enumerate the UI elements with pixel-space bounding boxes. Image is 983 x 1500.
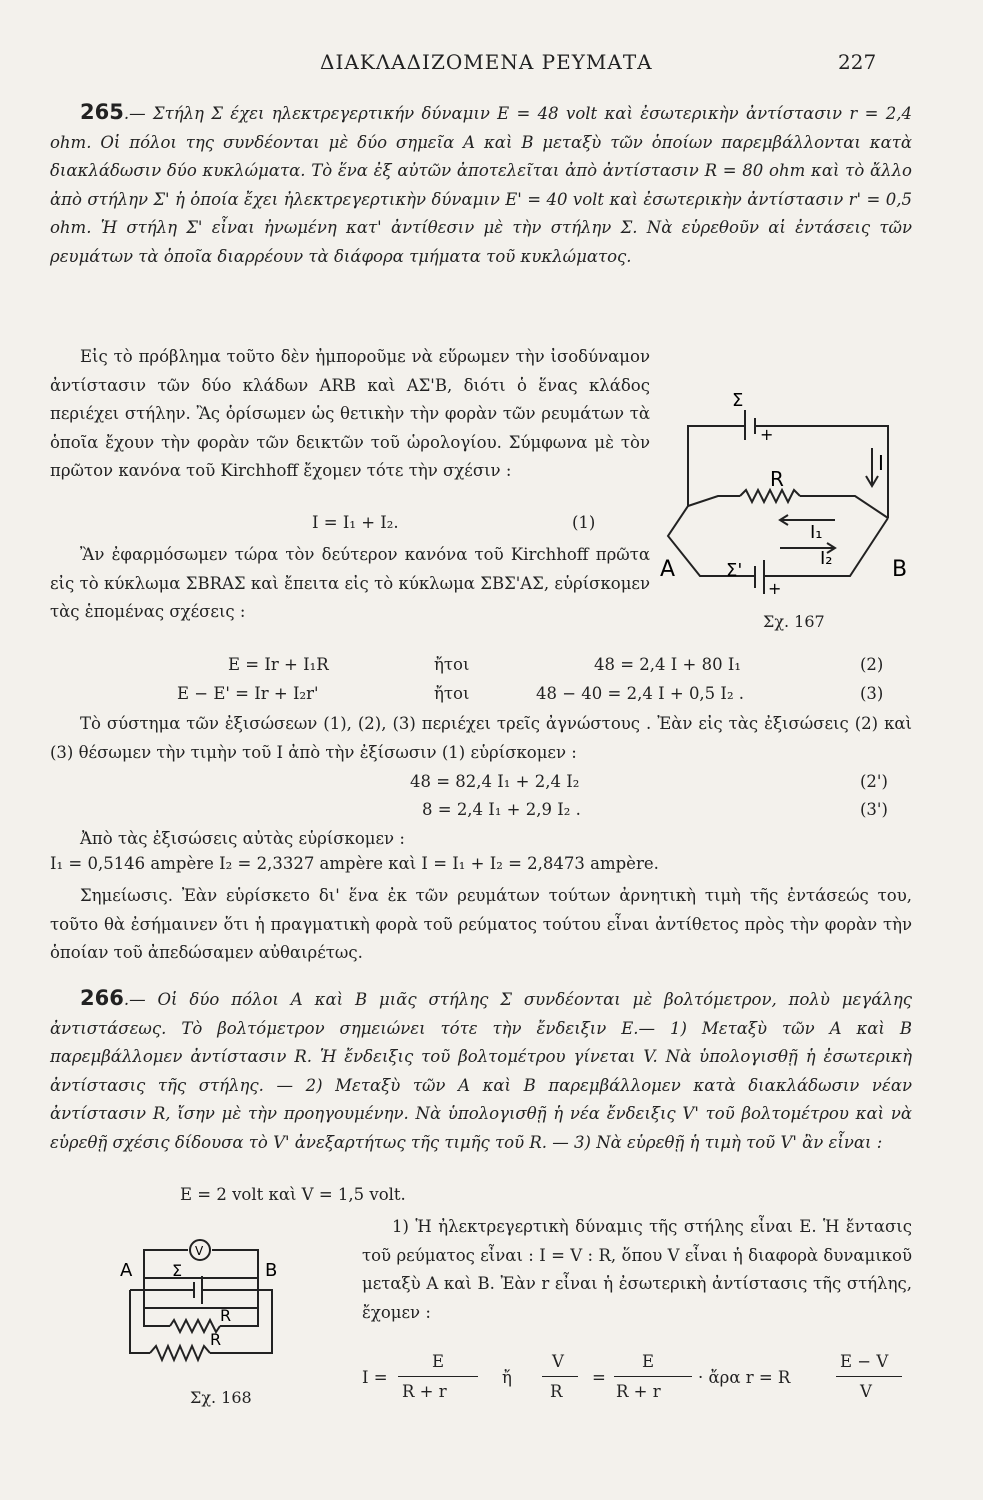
fig168-label-b: B [265, 1260, 278, 1281]
figure-167-caption: Σχ. 167 [763, 612, 825, 631]
fig167-label-i1: I₁ [810, 522, 823, 543]
problem-266-statement [50, 984, 912, 1157]
solution-text-1: Εἰς τὸ πρόβλημα τοῦτο δὲν ἠμποροῦμε νὰ εὕρωμεν τὴν ἰσοδύναμον ἀντίστασιν τῶν δύο κλάδων ARB καὶ ΑΣ'Β, διότι ὁ ἕνας κλάδος περιέχει στήλην. Ἂς ὁρίσωμεν ὡς θετικὴν τὴν φορὰν τῶν ρευμάτων τὰ ὁποῖα ἔχουν τὴν φορὰν τῶν δεικτῶν τοῦ ὡρολογίου. Σύμφωνα μὲ τὸν πρῶτον κανόνα τοῦ Kirchhoff ἔχομεν τότε τὴν σχέσιν : [50, 347, 650, 480]
equation-1-number: (1) [572, 513, 596, 532]
problem-265-statement [50, 98, 912, 271]
equation-2p-number: (2') [860, 772, 888, 791]
fig167-plus: + [760, 425, 774, 444]
equation-2-etoi: ἤτοι [434, 655, 470, 674]
note [50, 882, 912, 968]
equation-2-right: 48 = 2,4 I + 80 I₁ [594, 655, 742, 674]
solution-266-para-1 [362, 1213, 912, 1327]
figure-167 [660, 388, 922, 618]
formula-or: ἤ [502, 1368, 512, 1387]
equation-3p-number: (3') [860, 800, 888, 819]
equation-2p: 48 = 82,4 I₁ + 2,4 I₂ [410, 772, 580, 791]
results: I₁ = 0,5146 ampère I₂ = 2,3327 ampère καὶ I = I₁ + I₂ = 2,8473 ampère. [50, 854, 659, 873]
formula-eq: = [592, 1368, 606, 1387]
formula-e2: E [642, 1352, 655, 1371]
problem-text: .— Στήλη Σ έχει ηλεκτρεγερτικήν δύναμιν Ε = 48 volt καὶ ἐσωτερικὴν ἀντίστασιν r = 2,4 ohm. Οἱ πόλοι της συνδέονται μὲ δύο σημεῖα Α καὶ Β μεταξὺ τῶν ὁποίων παρεμβάλλονται κατὰ διακλάδωσιν δύο κυκλώματα. Τὸ ἕνα ἐξ αὐτῶν ἀποτελεῖται ἀπὸ ἀντίστασιν R = 80 ohm καὶ τὸ ἄλλο ἀπὸ στήλην Σ' ἡ ὁποία ἔχει ἠλεκτρεγερτικὴν δύναμιν Ε' = 40 volt καὶ ἐσωτερικὴν ἀντίστασιν r' = 0,5 ohm. Ἡ στήλη Σ' εἶναι ἠνωμένη κατ' ἀντίθεσιν μὲ τὴν στήλην Σ. Νὰ εὑρεθοῦν αἱ ἐντάσεις τῶν ρευμάτων τὰ ὁποῖα διαρρέουν τὰ διάφορα τμήματα τοῦ κυκλώματος. [50, 104, 912, 266]
fig168-label-a: A [120, 1260, 133, 1281]
solution-text-4: Ἀπὸ τὰς ἐξισώσεις αὐτὰς εὑρίσκομεν : [80, 829, 405, 848]
formula-e: E [432, 1352, 445, 1371]
fig168-label-r2: R [210, 1330, 222, 1349]
equation-2-number: (2) [860, 655, 884, 674]
problem-266-text: .— Οἱ δύο πόλοι Α καὶ Β μιᾶς στήλης Σ συνδέονται μὲ βολτόμετρον, πολὺ μεγάλης ἀντιστάσεως. Τὸ βολτόμετρον σημειώνει τότε τὴν ἔνδειξιν Ε.— 1) Μεταξὺ τῶν Α καὶ Β παρεμβάλλομεν ἀντίστασιν R. Ἡ ἔνδειξις τοῦ βολτομέτρου γίνεται V. Νὰ ὑπολογισθῇ ἡ ἐσωτερικὴ ἀντίστασις τῆς στήλης. — 2) Μεταξὺ τῶν Α καὶ Β παρεμβάλλομεν κατὰ διακλάδωσιν νέαν ἀντίστασιν R, ἴσην μὲ τὴν προηγουμένην. Νὰ ὑπολογισθῇ ἡ νέα ἔνδειξις V' τοῦ βολτομέτρου καὶ νὰ εὑρεθῇ σχέσις δίδουσα τὸ V' ἀνεξαρτήτως τῆς τιμῆς τοῦ R. — 3) Νὰ εὑρεθῇ ἡ τιμὴ τοῦ V' ἂν εἶναι : [50, 990, 912, 1152]
final-formula [362, 1350, 922, 1410]
formula-r: R [550, 1382, 563, 1401]
formula-ara: · ἄρα r = R [698, 1368, 791, 1387]
note-text: Σημείωσις. Ἐὰν εὑρίσκετο δι' ἕνα ἐκ τῶν ρευμάτων τούτων ἀρνητικὴ τιμὴ τῆς ἐντάσεώς του, τοῦτο θὰ ἐσήμαινεν ὅτι ἡ πραγματικὴ φορὰ τοῦ ρεύματος τούτου εἶναι ἀντίθετος πρὸς τὴν φορὰν τὴν ὁποίαν τοῦ ἀπεδώσαμεν αὐθαιρέτως. [50, 886, 912, 962]
figure-168-caption: Σχ. 168 [190, 1388, 252, 1407]
solution-266-text: 1) Ἡ ἠλεκτρεγερτικὴ δύναμις τῆς στήλης εἶναι Ε. Ἡ ἔντασις τοῦ ρεύματος εἶναι : I = V : R, ὅπου V εἶναι ἡ διαφορὰ δυναμικοῦ μεταξὺ Α καὶ Β. Ἐὰν r εἶναι ἡ ἐσωτερικὴ ἀντίστασις τῆς στήλης, ἔχομεν : [362, 1217, 912, 1322]
solution-text-3: Τὸ σύστημα τῶν ἐξισώσεων (1), (2), (3) περιέχει τρεῖς ἀγνώστους . Ἐὰν εἰς τὰς ἐξισώσεις (2) καὶ (3) θέσωμεν τὴν τιμὴν τοῦ Ι ἀπὸ τὴν ἐξίσωσιν (1) εὑρίσκομεν : [50, 714, 912, 762]
header-title: ΔΙΑΚΛΑΔΙΖΟΜΕΝΑ ΡΕΥΜΑΤΑ [320, 50, 653, 74]
fig168-voltmeter: V [195, 1244, 204, 1258]
problem-number-266: 266 [80, 986, 124, 1010]
solution-para-2 [50, 541, 650, 627]
fig168-label-s: Σ [172, 1261, 183, 1280]
figure-168 [110, 1228, 320, 1373]
equation-3-left: E − E' = Ir + I₂r' [177, 684, 319, 703]
solution-para-3 [50, 710, 912, 767]
page-number: 227 [838, 50, 877, 74]
formula-i: I = [362, 1368, 388, 1387]
solution-text-2: Ἂν ἐφαρμόσωμεν τώρα τὸν δεύτερον κανόνα τοῦ Kirchhoff πρῶτα εἰς τὸ κύκλωμα ΣΒRΑΣ καὶ ἔπειτα εἰς τὸ κύκλωμα ΣΒΣ'ΑΣ, εὑρίσκομεν τὰς ἑπομένας σχέσεις : [50, 545, 650, 621]
equation-1: I = I₁ + I₂. [312, 513, 399, 532]
fig168-label-r1: R [220, 1306, 232, 1325]
equation-2-left: E = Ir + I₁R [228, 655, 329, 674]
solution-para-4 [50, 825, 912, 854]
fig167-label-b: B [892, 557, 908, 582]
formula-v2: V [860, 1382, 872, 1401]
fig167-label-r: R [770, 467, 784, 491]
fig167-label-i: I [878, 451, 884, 475]
equation-3-number: (3) [860, 684, 884, 703]
fig167-plus-2: + [768, 579, 782, 598]
equation-3p: 8 = 2,4 I₁ + 2,9 I₂ . [422, 800, 581, 819]
given-values: E = 2 volt καὶ V = 1,5 volt. [180, 1185, 406, 1204]
fig167-label-s2: Σ' [726, 560, 743, 581]
formula-rr2: R + r [616, 1382, 661, 1401]
fig167-label-i2: I₂ [820, 548, 833, 569]
formula-ev: E − V [840, 1352, 889, 1371]
fig167-label-s: Σ [732, 390, 744, 411]
formula-v: V [552, 1352, 564, 1371]
equation-3-right: 48 − 40 = 2,4 I + 0,5 I₂ . [536, 684, 745, 703]
equation-3-etoi: ἤτοι [434, 684, 470, 703]
formula-rr: R + r [402, 1382, 447, 1401]
running-header [0, 50, 983, 80]
problem-number: 265 [80, 100, 124, 124]
fig167-label-a: A [660, 557, 676, 582]
